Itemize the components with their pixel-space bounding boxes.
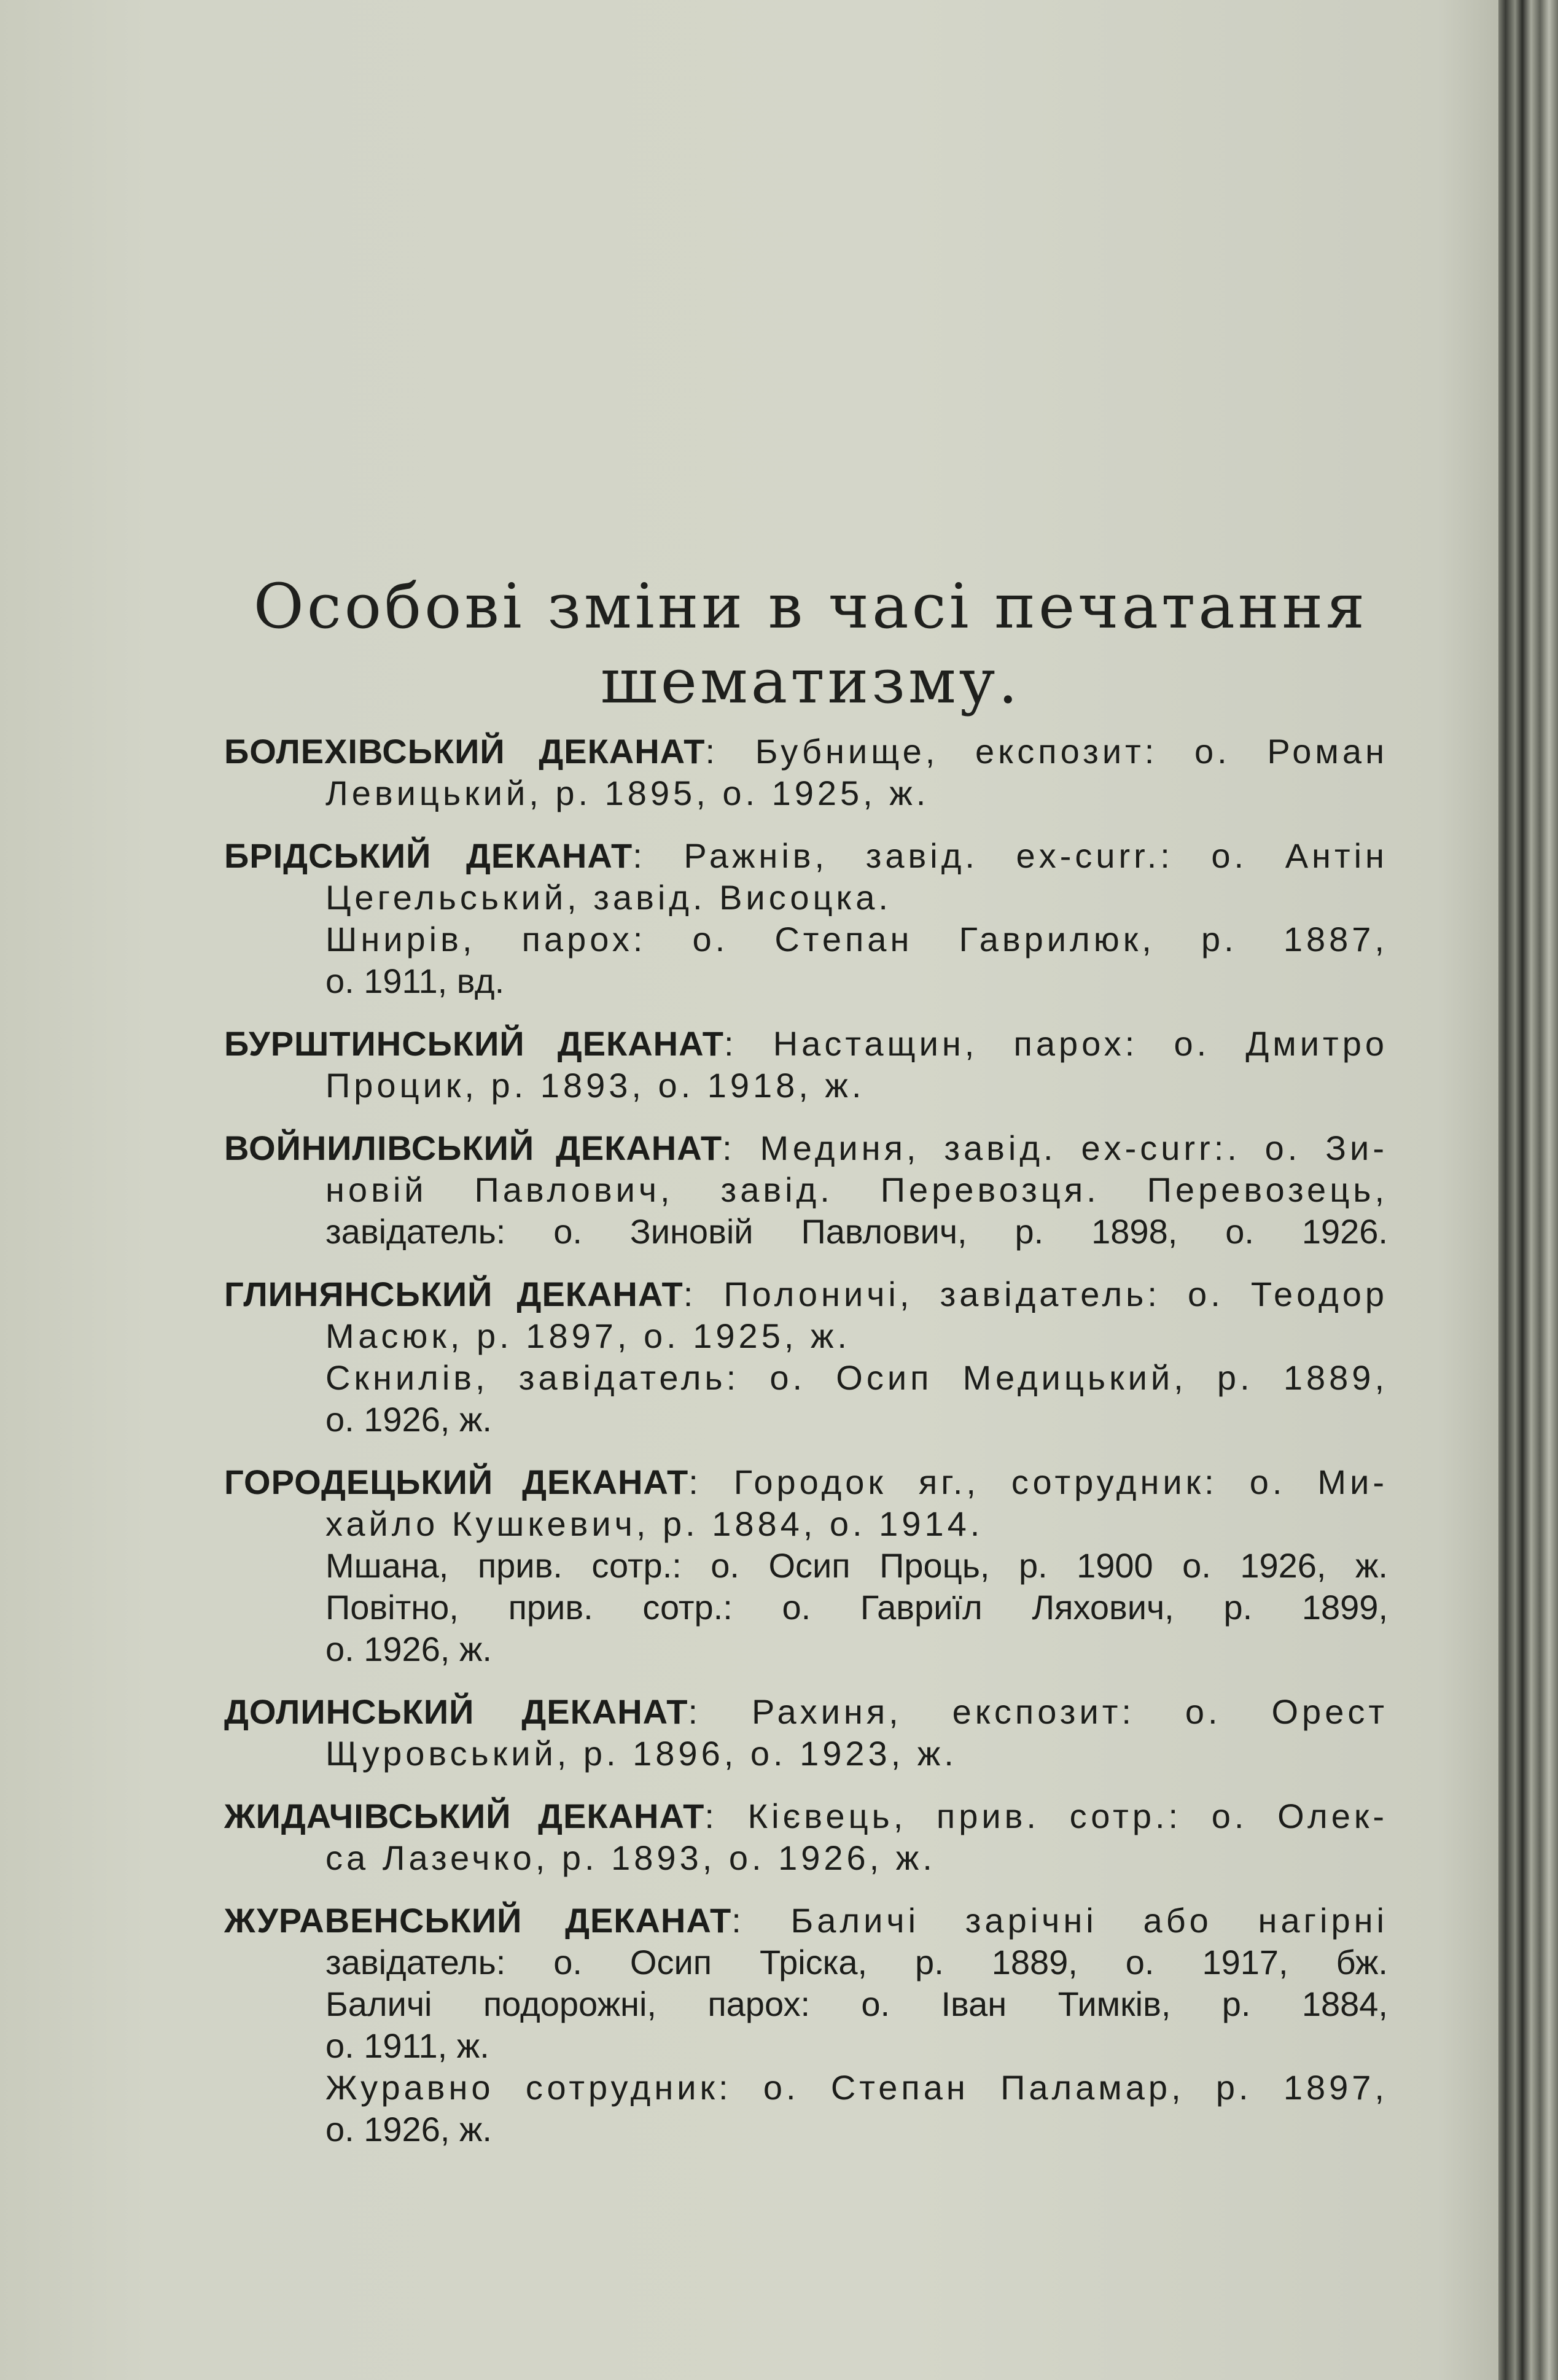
entry-line: Шнирів, парох: о. Степан Гаврилюк, р. 1887,	[325, 920, 1388, 959]
entry-line: Левицький, р. 1895, о. 1925, ж.	[325, 774, 930, 812]
deanery-entry-bolekhiv	[224, 731, 1388, 814]
entry-line: хайло Кушкевич, р. 1884, о. 1914.	[325, 1504, 984, 1543]
deanery-entry-horodok	[224, 1461, 1388, 1670]
entry-line: Щуровський, р. 1896, о. 1923, ж.	[325, 1734, 957, 1773]
entry-line: БУРШТИНСЬКИЙ ДЕКАНАТ: Настащин, парох: о. Дмитро	[224, 1024, 1388, 1063]
entry-line: Процик, р. 1893, о. 1918, ж.	[325, 1066, 865, 1105]
entry-line: о. 1926, ж.	[325, 2110, 492, 2149]
deanery-name: ГЛИНЯНСЬКИЙ ДЕКАНАТ	[224, 1275, 684, 1313]
deanery-entry-voynyliv	[224, 1127, 1388, 1253]
entry-line: ВОЙНИЛІВСЬКИЙ ДЕКАНАТ: Мединя, завід. ex-curr:. о. Зи-	[224, 1129, 1388, 1167]
entry-line: о. 1926, ж.	[325, 1400, 492, 1439]
deanery-entry-zhuravno	[224, 1900, 1388, 2150]
entry-line: Журавно сотрудник: о. Степан Паламар, р. 1897,	[325, 2068, 1388, 2107]
entry-line: ЖИДАЧІВСЬКИЙ ДЕКАНАТ: Кієвець, прив. сотр.: о. Олек-	[224, 1797, 1388, 1835]
deanery-name: БРІДСЬКИЙ ДЕКАНАТ	[224, 836, 633, 875]
deanery-name: ЖУРАВЕНСЬКИЙ ДЕКАНАТ	[224, 1901, 732, 1940]
entry-line: о. 1911, вд.	[325, 962, 505, 1000]
deanery-name: БОЛЕХІВСЬКИЙ ДЕКАНАТ	[224, 732, 706, 771]
entry-line: Баличі подорожні, парох: о. Іван Тимків, р. 1884,	[325, 1985, 1388, 2023]
deanery-name: ГОРОДЕЦЬКИЙ ДЕКАНАТ	[224, 1463, 689, 1501]
entry-line: о. 1911, ж.	[325, 2026, 489, 2065]
deanery-entry-hlyniany	[224, 1274, 1388, 1441]
entry-line: ЖУРАВЕНСЬКИЙ ДЕКАНАТ: Баличі зарічні або нагірні	[224, 1901, 1388, 1940]
entry-line: ГЛИНЯНСЬКИЙ ДЕКАНАТ: Полоничі, завідатель: о. Теодор	[224, 1275, 1388, 1313]
entry-line: Повітно, прив. сотр.: о. Гавриїл Ляхович, р. 1899,	[325, 1588, 1388, 1627]
deanery-name: ВОЙНИЛІВСЬКИЙ ДЕКАНАТ	[224, 1129, 723, 1167]
entry-line: са Лазечко, р. 1893, о. 1926, ж.	[325, 1838, 936, 1877]
entry-line: завідатель: о. Осип Тріска, р. 1889, о. 1917, бж.	[325, 1943, 1388, 1981]
deanery-name: БУРШТИНСЬКИЙ ДЕКАНАТ	[224, 1024, 724, 1063]
title-line-2: шематизму.	[600, 645, 1021, 717]
entry-line: Цегельський, завід. Висоцка.	[325, 878, 892, 917]
entry-line: БОЛЕХІВСЬКИЙ ДЕКАНАТ: Бубнище, експозит: о. Роман	[224, 732, 1388, 771]
entry-line: о. 1926, ж.	[325, 1630, 492, 1668]
page-title	[209, 569, 1412, 719]
deanery-list	[224, 731, 1388, 2171]
entry-line: Масюк, р. 1897, о. 1925, ж.	[325, 1316, 851, 1355]
entry-line: новій Павлович, завід. Перевозця. Перевозець,	[325, 1170, 1388, 1209]
entry-line: ГОРОДЕЦЬКИЙ ДЕКАНАТ: Городок яг., сотрудник: о. Ми-	[224, 1463, 1388, 1501]
deanery-name: ЖИДАЧІВСЬКИЙ ДЕКАНАТ	[224, 1797, 705, 1835]
deanery-name: ДОЛИНСЬКИЙ ДЕКАНАТ	[224, 1692, 688, 1731]
book-binding-edge	[1498, 0, 1558, 2380]
entry-line: БРІДСЬКИЙ ДЕКАНАТ: Ражнів, завід. ex-curr.: о. Антін	[224, 836, 1388, 875]
title-line-1: Особові зміни в часі печатання	[253, 570, 1368, 642]
entry-line: ДОЛИНСЬКИЙ ДЕКАНАТ: Рахиня, експозит: о. Орест	[224, 1692, 1388, 1731]
deanery-entry-zhydachiv	[224, 1795, 1388, 1879]
entry-line: Скнилів, завідатель: о. Осип Медицький, р. 1889,	[325, 1358, 1388, 1397]
entry-line: Мшана, прив. сотр.: о. Осип Проць, р. 1900 о. 1926, ж.	[325, 1546, 1388, 1585]
deanery-entry-brody	[224, 835, 1388, 1002]
entry-line: завідатель: о. Зиновій Павлович, р. 1898, о. 1926.	[325, 1212, 1388, 1251]
deanery-entry-dolyna	[224, 1691, 1388, 1775]
deanery-entry-burshtyn	[224, 1023, 1388, 1106]
